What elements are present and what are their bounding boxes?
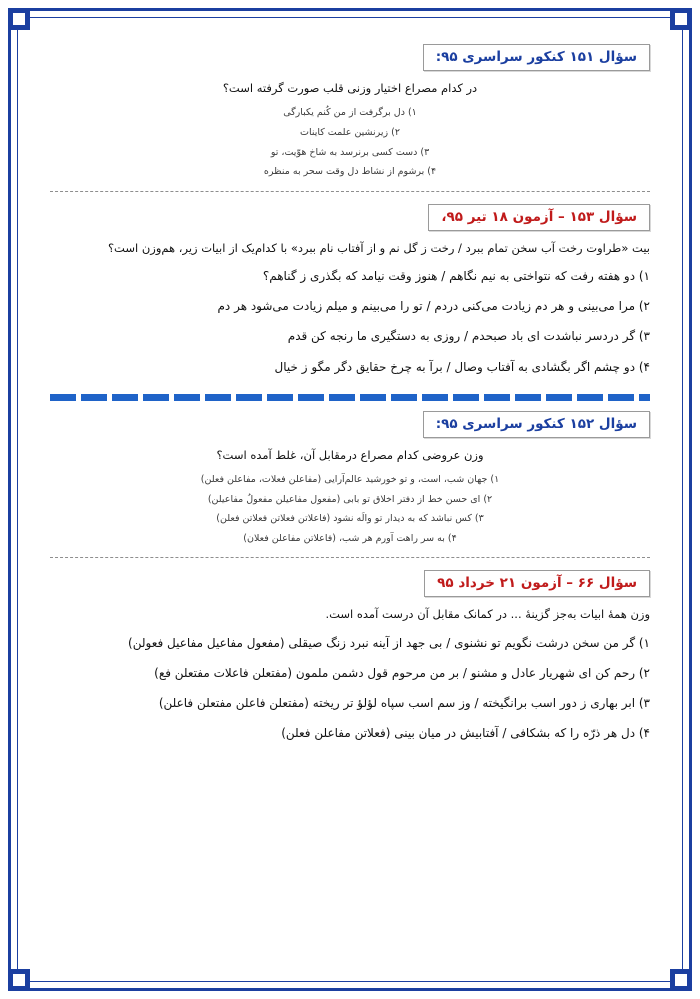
section-divider [50, 557, 650, 558]
question-header-row [50, 204, 650, 231]
question-option[interactable]: ۲) رحم کن ای شهریار عادل و مشنو / بر من مرحوم قول دشمن ملمون (مفتعلن فاعلات مفتعلن فع) [154, 666, 650, 680]
question-header-row [50, 570, 650, 597]
question-option[interactable]: ۱) جهان شب، است، و تو خورشید عالم‌آرایی (مفاعلن فعلات، مفاعلن فعلن) [200, 474, 500, 486]
question-header-label: سؤال ۶۶ – آزمون ۲۱ خرداد ۹۵ [424, 570, 650, 597]
question-option[interactable]: ۲) ای حسن خط از دفتر اخلاق تو بابی (مفعول مفاعیلن مفعولُ مفاعیلن) [207, 493, 493, 505]
question-block [50, 44, 650, 192]
question-block [50, 204, 650, 401]
question-option[interactable]: ۳) ابر بهاری ز دور اسب برانگیخته / وز سم اسب سپاه لؤلؤ تر ریخته (مفتعلن فاعلن مفتعلن فاعلن) [158, 696, 650, 711]
question-option[interactable]: ۴) دل هر ذرّه را که بشکافی / آفتابیش در میان بینی (فعلاتن مفاعلن فعلن) [281, 726, 650, 741]
question-stem: وزن همهٔ ابیات به‌جز گزینهٔ ... در کمانک مقابل آن درست آمده است. [325, 607, 650, 622]
question-option[interactable]: ۳) کس نباشد که به دیدار تو والَه نشود (فاعلاتن فعلاتن فعلاتن فعلن) [216, 513, 484, 525]
corner-ornament-bottom-right [670, 969, 692, 991]
question-header-label: سؤال ۱۵۱ کنکور سراسری ۹۵: [423, 44, 650, 71]
question-stem: وزن عروضی کدام مصراع درمقابل آن، غلط آمده است؟ [216, 447, 484, 462]
decorative-ruler-bar [50, 394, 650, 401]
question-option[interactable]: ۲) مرا می‌بینی و هر دم زیادت می‌کنی دردم / تو را می‌بینم و میلم زیادت می‌شود هر دم [217, 299, 650, 314]
document-content [36, 36, 664, 963]
question-option[interactable]: ۴) دو چشم اگر بگشادی به آفتاب وصال / برآ به چرخ حقایق دگر مگو ز خیال [274, 359, 650, 374]
section-divider [50, 191, 650, 192]
question-block [50, 570, 650, 746]
question-block [50, 411, 650, 559]
question-header-row [50, 411, 650, 438]
question-option[interactable]: ۲) زیرنشین علمت کاینات [300, 126, 400, 138]
question-stem: در کدام مصراع اختیار وزنی قلب صورت گرفته است؟ [222, 81, 478, 95]
question-option[interactable]: ۳) گر دردسر نباشدت ای باد صبحدم / روزی به دستگیری ما رنجه کن قدم [287, 329, 650, 344]
question-option[interactable]: ۴) به سر راهت آورم هر شب، (فاعلاتن مفاعلن فعلان) [243, 532, 457, 544]
corner-ornament-top-left [8, 8, 30, 30]
corner-ornament-bottom-left [8, 969, 30, 991]
question-option[interactable]: ۴) برشوم از نشاط دل وقت سحر به منظره [263, 166, 437, 178]
question-header-row [50, 44, 650, 71]
question-option[interactable]: ۱) دو هفته رفت که نتواختی به نیم نگاهم / هنوز وقت نیامد که بگذری ز گناهم؟ [262, 269, 650, 284]
question-option[interactable]: ۱) دل برگرفت از من کُنم یکبارگی [283, 107, 417, 119]
question-header-label: سؤال ۱۵۳ – آزمون ۱۸ تیر ۹۵، [428, 204, 650, 231]
question-header-label: سؤال ۱۵۲ کنکور سراسری ۹۵: [423, 411, 650, 438]
question-option[interactable]: ۱) گر من سخن درشت نگویم تو نشنوی / بی جهد از آینه نبرد زنگ صیقلی (مفعول مفاعیل مفاعیل فعولن) [128, 635, 650, 650]
corner-ornament-top-right [670, 8, 692, 30]
question-option[interactable]: ۳) دست کسی برنرسد به شاخ هوّیت، تو [270, 146, 430, 158]
question-stem: بیت «طراوت رخت آب سخن تمام ببرد / رخت ز گل نم و از آفتاب نام ببرد» با کدام‌یک از ابیات زیر، هم‌وزن است؟ [107, 240, 650, 255]
